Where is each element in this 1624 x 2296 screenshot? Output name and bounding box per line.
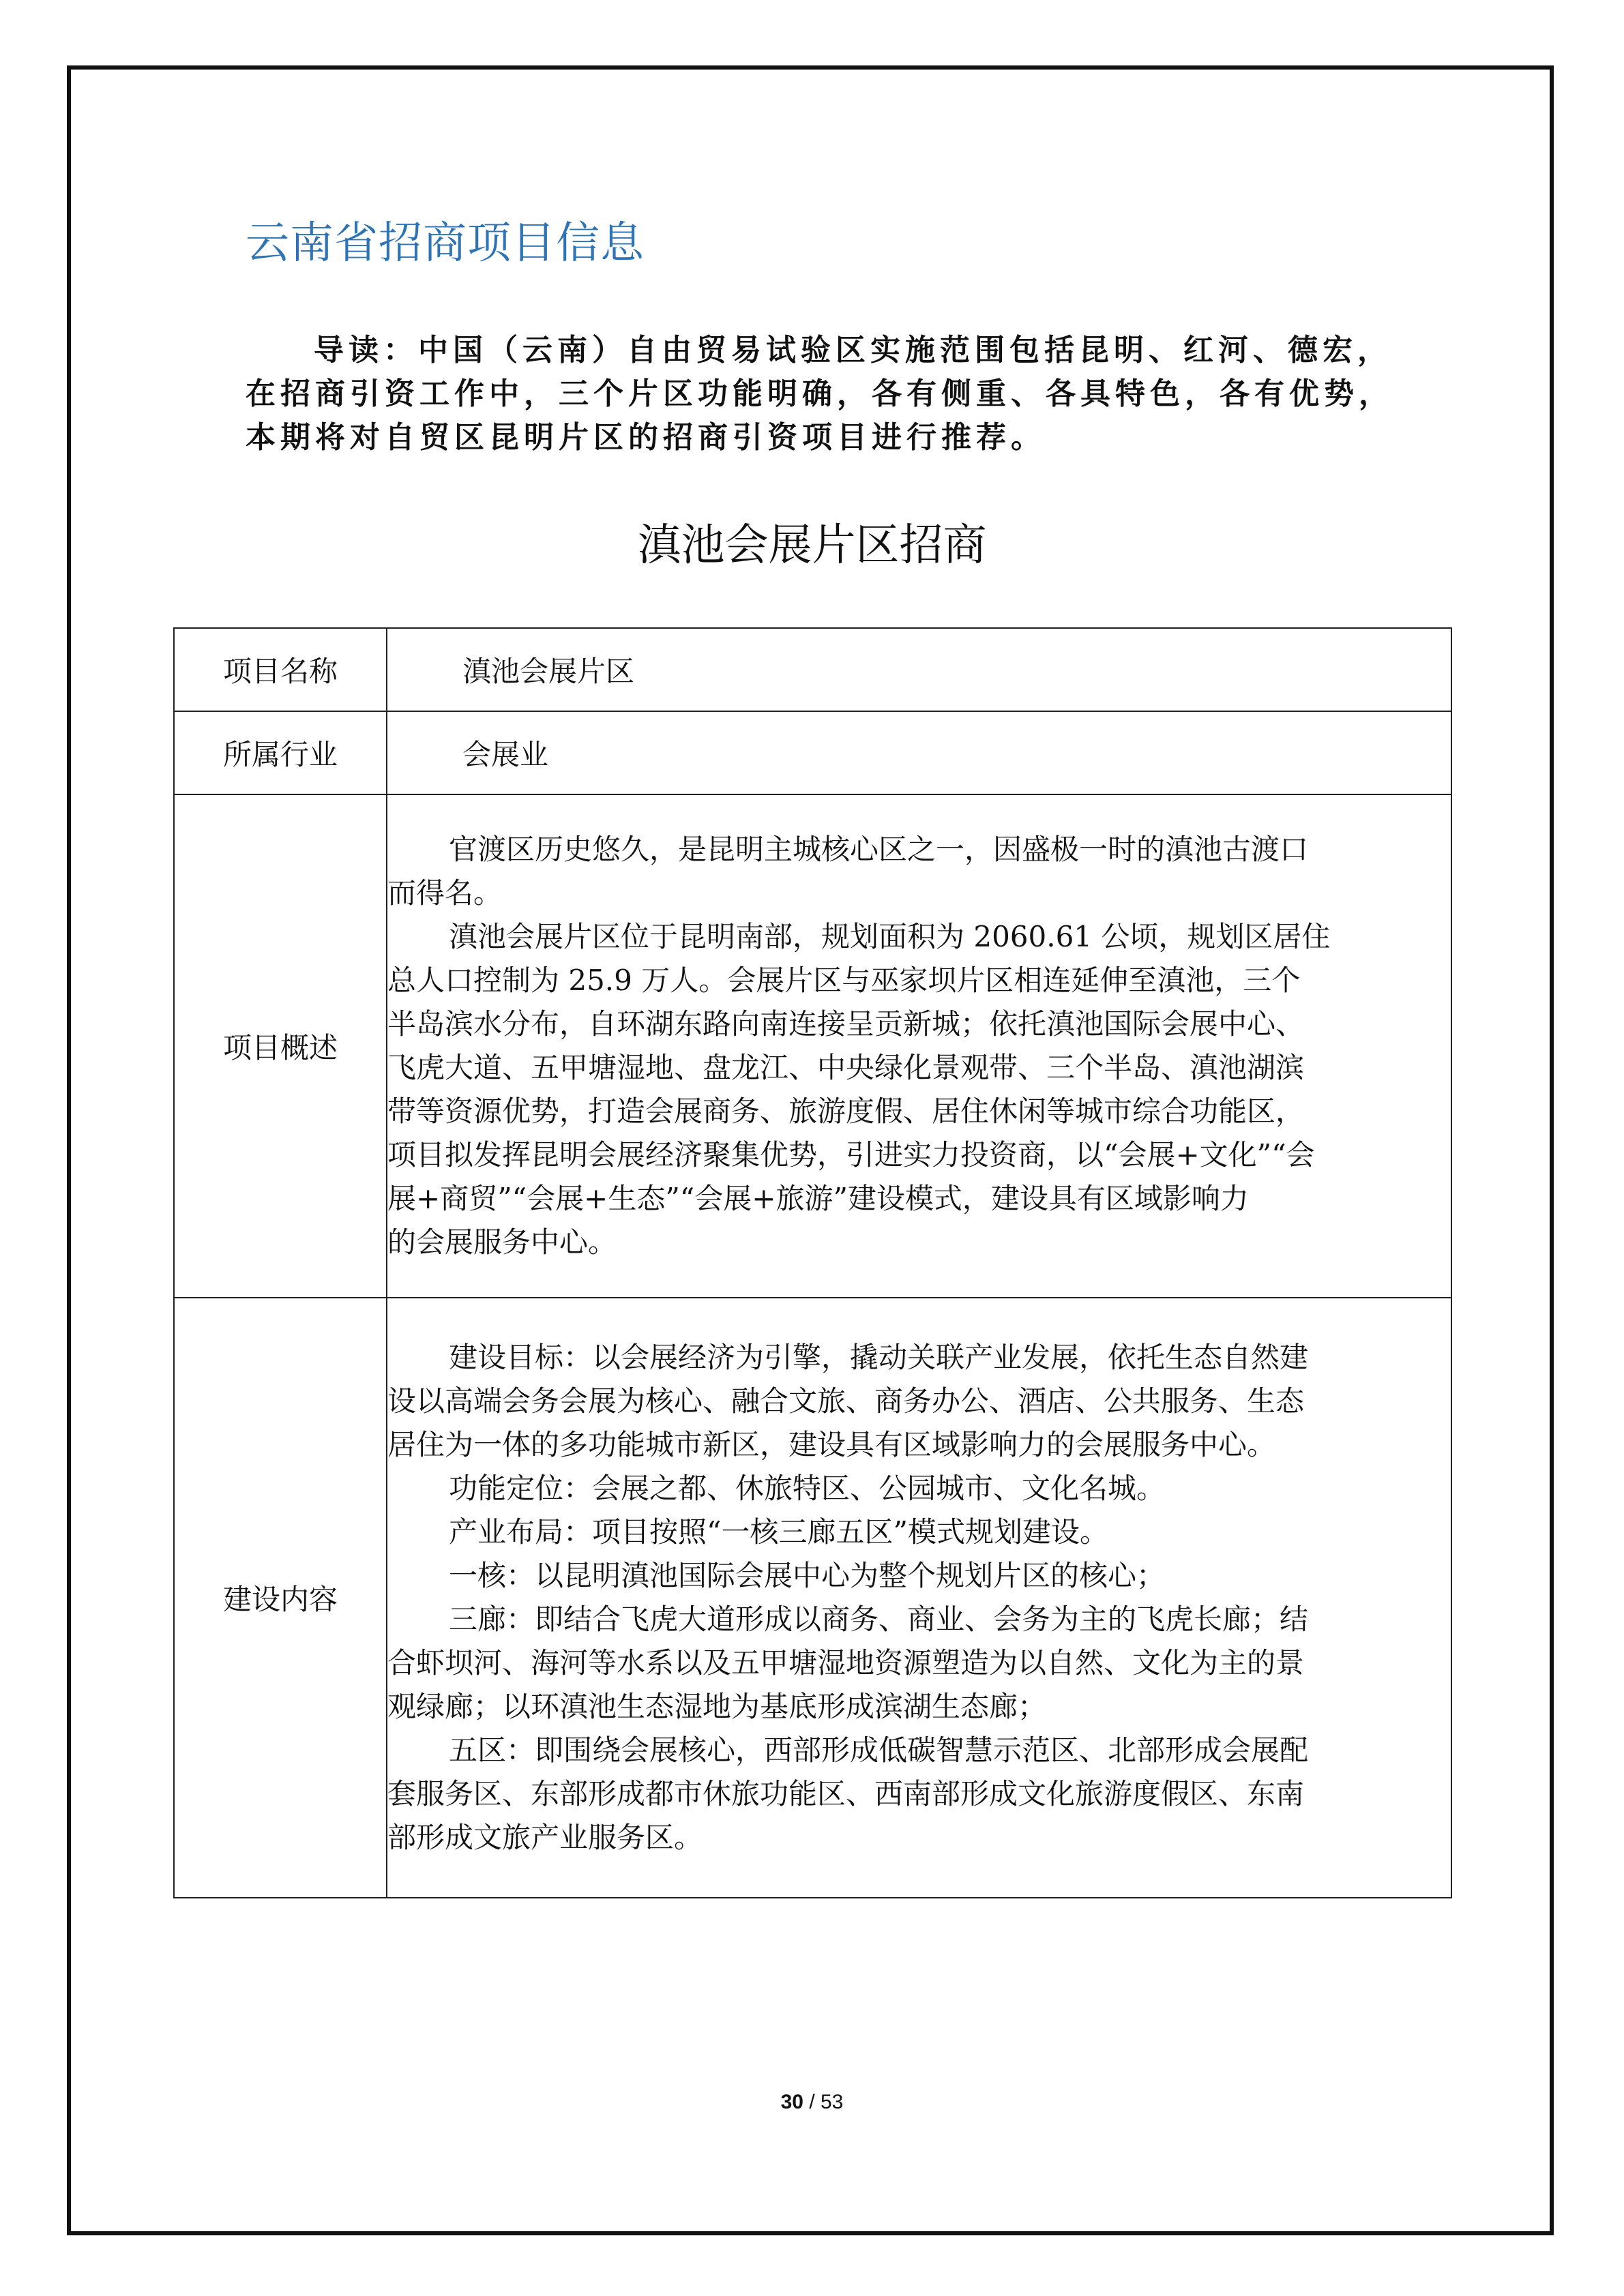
intro-text: [246, 329, 1419, 460]
table-row: [174, 1298, 1451, 1898]
text-line: 一核：以昆明滇池国际会展中心为整个规划片区的核心；: [449, 1559, 1166, 1592]
construction-paragraph: [387, 1729, 1451, 1860]
page-number: [0, 2091, 1624, 2114]
construction-paragraph: [387, 1554, 1451, 1598]
text-line: 合虾坝河、海河等水系以及五甲塘湿地资源塑造为以自然、文化为主的景: [387, 1646, 1305, 1680]
text-line: 套服务区、东部形成都市休旅功能区、西南部形成文化旅游度假区、东南: [387, 1777, 1305, 1810]
text-line: 设以高端会务会展为核心、融合文旅、商务办公、酒店、公共服务、生态: [387, 1384, 1305, 1418]
text-line: 产业布局：项目按照“一核三廊五区”模式规划建设。: [449, 1515, 1108, 1549]
text-line: 飞虎大道、五甲塘湿地、盘龙江、中央绿化景观带、三个半岛、滇池湖滨: [387, 1051, 1305, 1084]
text-line: 而得名。: [387, 876, 503, 910]
text-line: 官渡区历史悠久，是昆明主城核心区之一，因盛极一时的滇池古渡口: [449, 833, 1309, 866]
row-label-construction: 建设内容: [174, 1298, 387, 1898]
text-line: 展+商贸”“会展+生态”“会展+旅游”建设模式，建设具有区域影响力: [387, 1182, 1249, 1215]
page-total: 53: [821, 2091, 844, 2113]
row-value-industry: 会展业: [387, 711, 1451, 794]
intro-line: 导读：中国（云南）自由贸易试验区实施范围包括昆明、红河、德宏，: [314, 333, 1392, 368]
overview-paragraph: [387, 915, 1451, 1264]
text-line: 三廊：即结合飞虎大道形成以商务、商业、会务为主的飞虎长廊；结: [449, 1602, 1309, 1636]
row-value-construction: [387, 1298, 1451, 1898]
row-value-overview: [387, 794, 1451, 1298]
construction-paragraph: [387, 1336, 1451, 1467]
text-line: 部形成文旅产业服务区。: [387, 1821, 703, 1854]
text-line: 居住为一体的多功能城市新区，建设具有区域影响力的会展服务中心。: [387, 1428, 1276, 1461]
table-row: [174, 794, 1451, 1298]
text-line: 的会展服务中心。: [387, 1225, 617, 1259]
page-separator: /: [803, 2091, 821, 2113]
text-line: 观绿廊；以环滇池生态湿地为基底形成滨湖生态廊；: [387, 1690, 1047, 1723]
text-line: 建设目标：以会展经济为引擎，撬动关联产业发展，依托生态自然建: [449, 1341, 1309, 1374]
text-line: 总人口控制为 25.9 万人。会展片区与巫家坝片区相连延伸至滇池，三个: [387, 964, 1301, 997]
text-line: 带等资源优势，打造会展商务、旅游度假、居住休闲等城市综合功能区，: [387, 1094, 1305, 1128]
page-title: 云南省招商项目信息: [246, 218, 645, 269]
overview-paragraph: [387, 828, 1451, 915]
text-line: 滇池会展片区位于昆明南部，规划面积为 2060.61 公顷，规划区居住: [449, 920, 1331, 953]
text-line: 五区：即围绕会展核心，西部形成低碳智慧示范区、北部形成会展配: [449, 1733, 1309, 1767]
table-heading: 滇池会展片区招商: [637, 520, 987, 571]
project-info-table: [173, 627, 1452, 1898]
row-label-overview: 项目概述: [174, 794, 387, 1298]
construction-paragraph: [387, 1467, 1451, 1510]
text-line: 项目拟发挥昆明会展经济聚集优势，引进实力投资商，以“会展+文化”“会: [387, 1138, 1315, 1172]
row-value-project-name: 滇池会展片区: [387, 628, 1451, 711]
table-row: [174, 628, 1451, 711]
construction-paragraph: [387, 1598, 1451, 1729]
text-line: 半岛滨水分布，自环湖东路向南连接呈贡新城；依托滇池国际会展中心、: [387, 1007, 1305, 1041]
table-row: [174, 711, 1451, 794]
construction-paragraph: [387, 1510, 1451, 1554]
row-label-industry: 所属行业: [174, 711, 387, 794]
intro-line: 在招商引资工作中，三个片区功能明确，各有侧重、各具特色，各有优势，: [246, 376, 1393, 411]
text-line: 功能定位：会展之都、休旅特区、公园城市、文化名城。: [449, 1472, 1166, 1505]
row-label-project-name: 项目名称: [174, 628, 387, 711]
page-current: 30: [780, 2091, 803, 2113]
intro-line: 本期将对自贸区昆明片区的招商引资项目进行推荐。: [246, 420, 1046, 455]
